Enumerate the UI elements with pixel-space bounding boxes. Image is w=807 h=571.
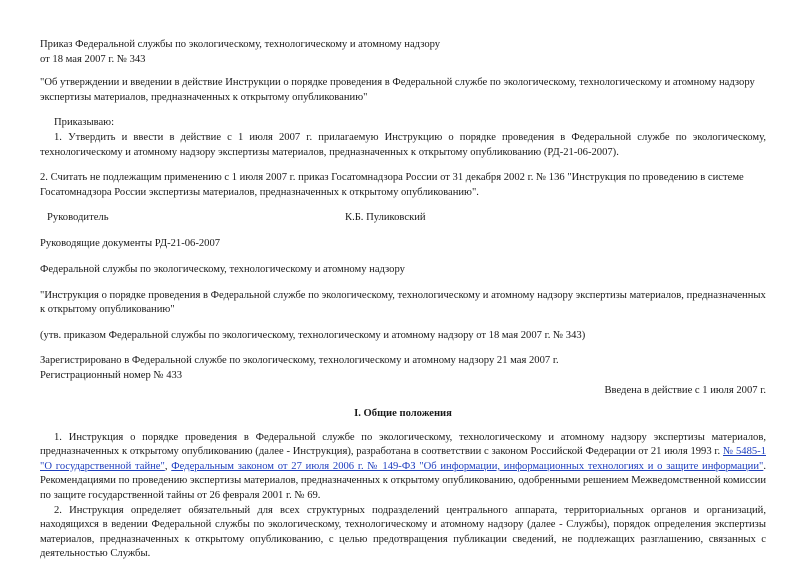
instruction-effective-date: Введена в действие с 1 июля 2007 г. <box>604 384 766 396</box>
instruction-approved: (утв. приказом Федеральной службы по экологическому, технологическому и атомному надзору от 18 мая 2007 г. № 343) <box>40 329 586 341</box>
signature-role: Руководитель <box>47 212 109 224</box>
order-header-line1: Приказ Федеральной службы по экологическому, технологическому и атомному надзору <box>40 39 441 50</box>
section-paragraph-2: 2. Инструкция определяет обязательный для всех структурных подразделений центрального аппарата, территориальных органов и организаций, находящихся в ведении Федеральной службы по экологическому, технологическому и атомному надзору (далее - Службы), порядок определения экспертизы материалов, предназначенных к открытому опубликованию, с целью предотвращения публикации сведений, не подлежащих разглашению, связанных с деятельностью Службы. <box>40 504 766 560</box>
paragraph-1-separator: , <box>164 460 172 472</box>
instruction-registered: Зарегистрировано в Федеральной службе по экологическому, технологическому и атомному надзору 21 мая 2007 г. <box>40 355 559 367</box>
order-title: "Об утверждении и введении в действие Инструкции о порядке проведения в Федеральной службе по экологическому, технологическому и атомному надзору экспертизы материалов, предназначенных к открытому опубликованию" <box>40 77 755 103</box>
section-heading: I. Общие положения <box>354 408 452 420</box>
paragraph-1-text-start: 1. Инструкция о порядке проведения в Федеральной службе по экологическому, технологическому и атомному надзору экспертизы материалов, предназначенных к открытому опубликованию (далее - Инструкция), разработана в соответствии с законом Российской Федерации от 21 июля 1993 г. <box>40 431 766 458</box>
order-header-line2: от 18 мая 2007 г. № 343 <box>40 53 146 65</box>
instruction-title: "Инструкция о порядке проведения в Федеральной службе по экологическому, технологическому и атомному надзору экспертизы материалов, предназначенных к открытому опубликованию" <box>40 289 766 316</box>
order-item-1: 1. Утвердить и ввести в действие с 1 июля 2007 г. прилагаемую Инструкцию о порядке проведения в Федеральной службе по экологическому, технологическому и атомному надзору экспертизы материалов, предназначенных к открытому опубликованию (РД-21-06-2007). <box>40 131 766 158</box>
instruction-agency: Федеральной службы по экологическому, технологическому и атомному надзору <box>40 263 405 275</box>
order-heading: Приказываю: <box>54 117 115 129</box>
law-link-information[interactable]: Федеральным законом от 27 июля 2006 г. № 149-ФЗ "Об информации, информационных технологиях и о защите информации" <box>171 460 764 472</box>
instruction-reg-number: Регистрационный номер № 433 <box>40 369 183 381</box>
document-page <box>40 38 766 562</box>
signature-name: К.Б. Пуликовский <box>345 212 426 224</box>
instruction-doc-code: Руководящие документы РД-21-06-2007 <box>40 238 221 250</box>
signature-block <box>40 211 766 226</box>
order-item-2: 2. Считать не подлежащим применению с 1 июля 2007 г. приказ Госатомнадзора России от 31 декабря 2002 г. № 136 "Инструкция по проведению в системе Госатомнадзора России экспертизы материалов, предназначенных к открытому опубликованию". <box>40 172 744 198</box>
law-link-state-secret[interactable]: № 5485-1 "О государственной тайне" <box>40 446 766 472</box>
section-paragraph-1 <box>40 431 766 504</box>
paragraph-1-text-end: . Рекомендациями по проведению экспертизы материалов, предназначенных к открытому опубликованию, одобренными решением Межведомственной комиссии по защите государственной тайны от 26 февраля 2001 г. № 69. <box>40 460 766 502</box>
